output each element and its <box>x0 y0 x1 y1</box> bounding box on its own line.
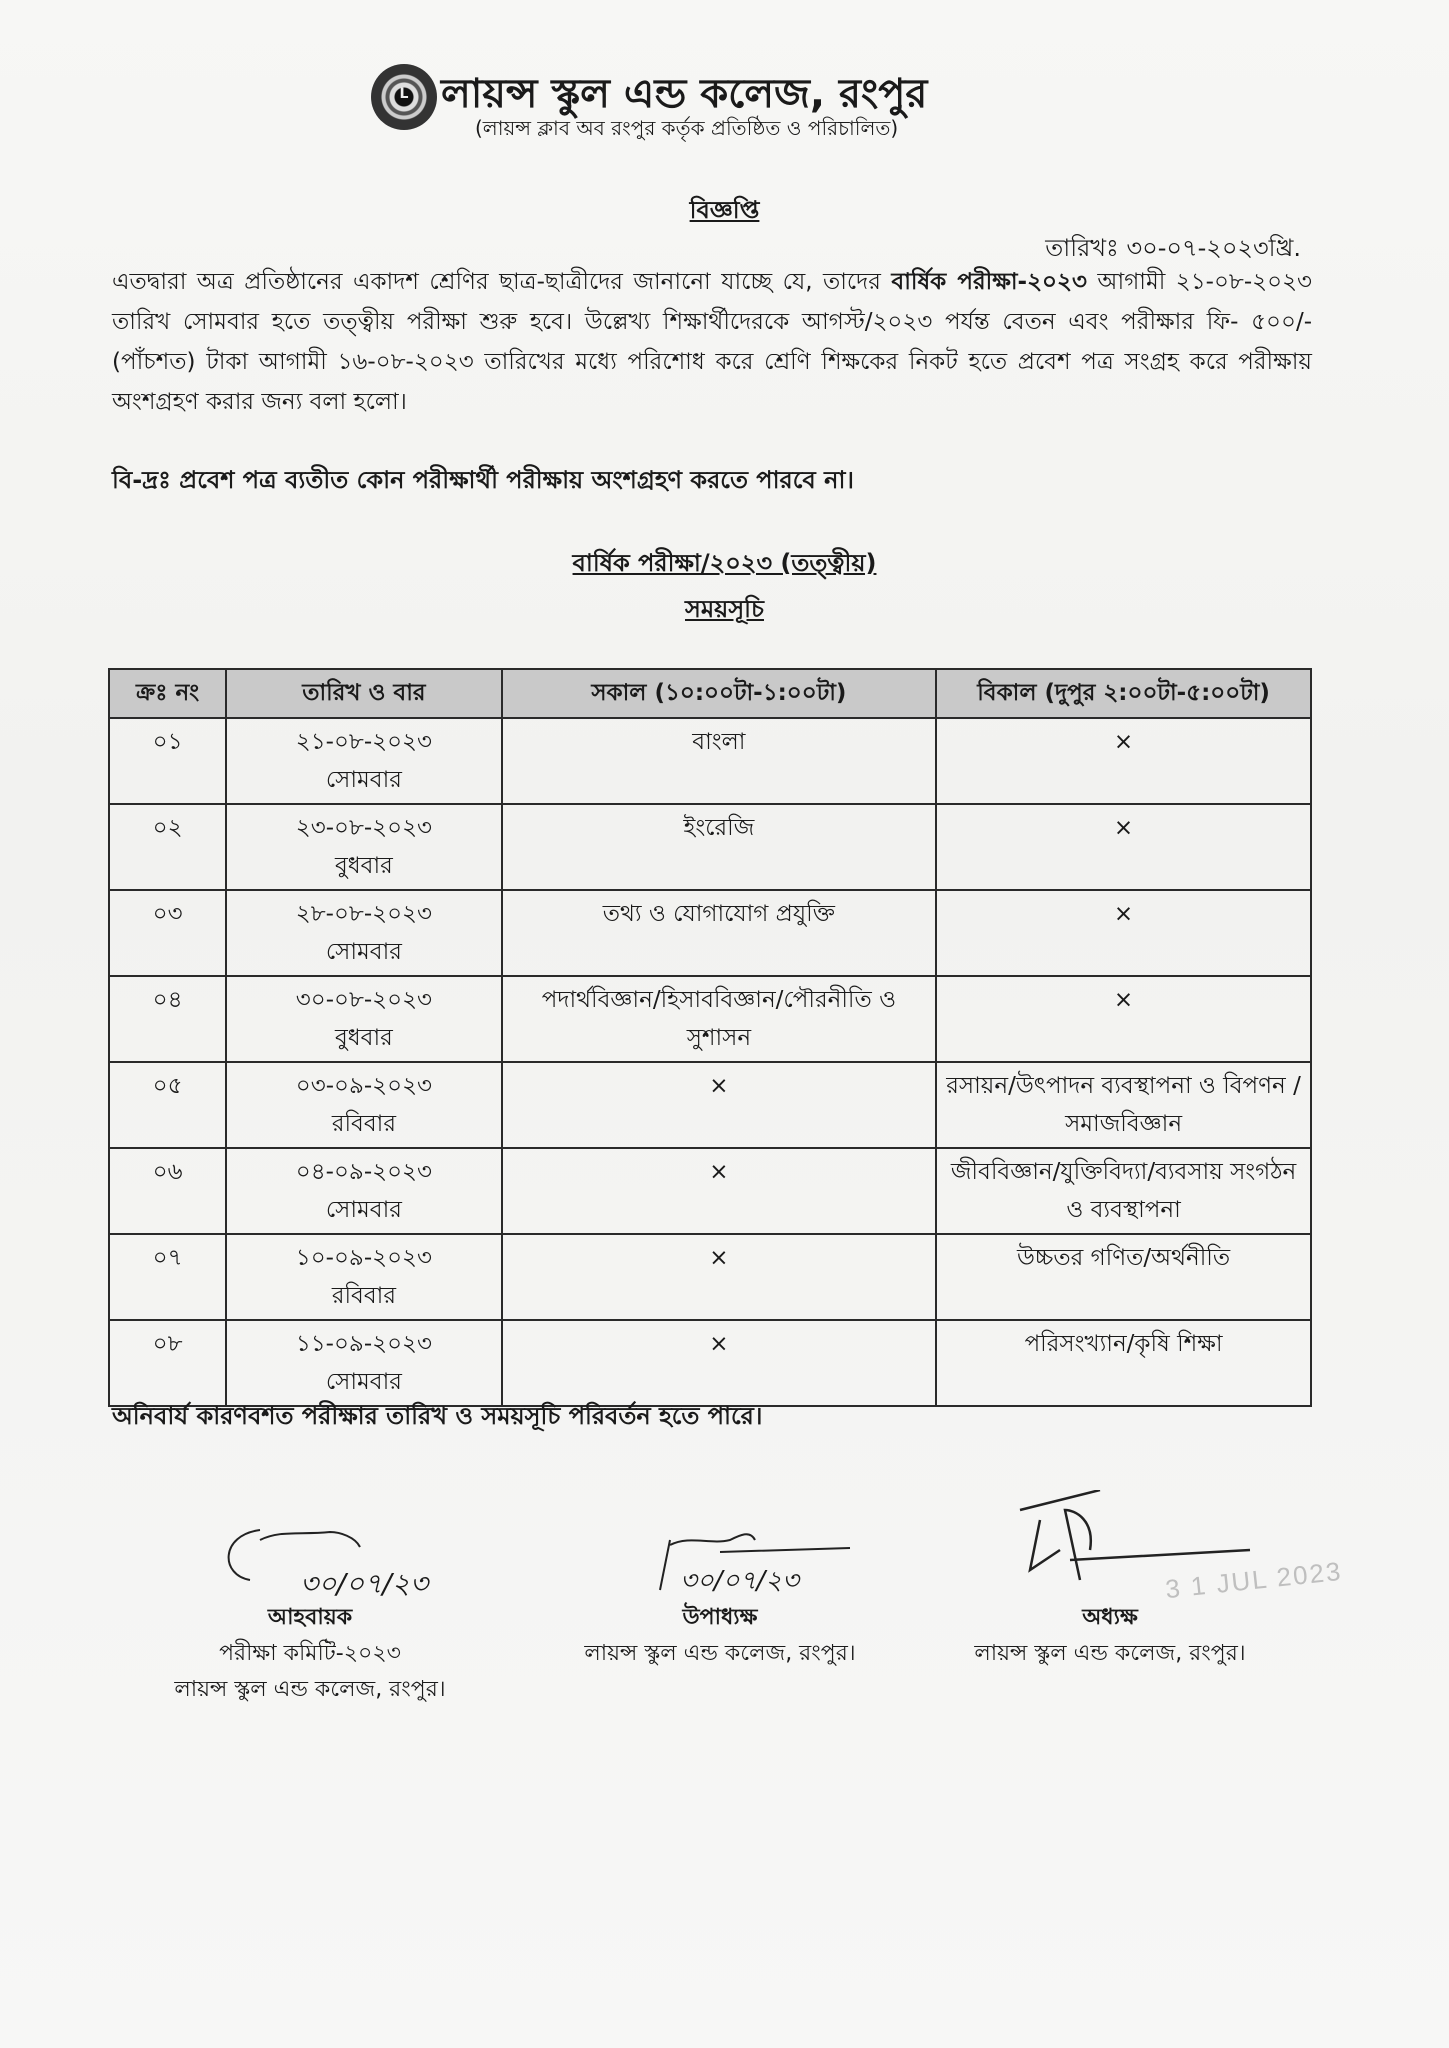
exam-date: ২১-০৮-২০২৩ <box>295 729 432 755</box>
school-logo-icon <box>371 64 437 130</box>
date-cell <box>226 1320 502 1406</box>
school-subtitle: (লায়ন্স ক্লাব অব রংপুর কর্তৃক প্রতিষ্ঠিত ও পরিচালিত) <box>475 116 899 140</box>
table-row <box>109 1234 1311 1320</box>
exam-day: সোমবার <box>325 939 402 965</box>
date-cell <box>226 804 502 890</box>
table-row <box>109 718 1311 804</box>
signature-block-vice-principal <box>530 1520 910 1672</box>
morning-cell: × <box>502 1148 937 1234</box>
exam-day: বুধবার <box>334 1025 393 1051</box>
notice-heading <box>0 192 1449 232</box>
signature-date: ৩০/০৭/২৩ <box>680 1566 799 1596</box>
letterhead <box>365 58 1005 148</box>
signature-block-convener <box>130 1520 490 1708</box>
morning-cell: বাংলা <box>502 718 937 804</box>
signatory-line1: লায়ন্স স্কুল এন্ড কলেজ, রংপুর। <box>584 1641 856 1666</box>
exam-day: রবিবার <box>331 1111 396 1137</box>
received-date-stamp: 3 1 JUL 2023 <box>1163 1555 1344 1605</box>
exam-date: ১০-০৯-২০২৩ <box>295 1245 432 1271</box>
exam-date: ১১-০৯-২০২৩ <box>295 1331 432 1357</box>
table-row <box>109 1062 1311 1148</box>
exam-day: রবিবার <box>331 1283 396 1309</box>
serial-cell: ০১ <box>109 718 226 804</box>
table-row <box>109 1320 1311 1406</box>
change-disclaimer: অনিবার্য কারণবশত পরীক্ষার তারিখ ও সময়সূচি পরিবর্তন হতে পারে। <box>112 1402 763 1430</box>
notice-title: বিজ্ঞপ্তি <box>689 196 760 224</box>
exam-day: সোমবার <box>325 767 402 793</box>
column-header-date: তারিখ ও বার <box>226 669 502 718</box>
afternoon-cell: জীববিজ্ঞান/যুক্তিবিদ্যা/ব্যবসায় সংগঠন ও ব্যবস্থাপনা <box>936 1148 1311 1234</box>
serial-cell: ০২ <box>109 804 226 890</box>
signatory-line1: পরীক্ষা কমিটি-২০২৩ <box>219 1641 401 1666</box>
date-cell <box>226 1148 502 1234</box>
exam-day: সোমবার <box>325 1369 402 1395</box>
schedule-heading <box>0 545 1449 637</box>
signatory-role: অধ্যক্ষ <box>1082 1605 1138 1630</box>
afternoon-cell: × <box>936 718 1311 804</box>
morning-cell: × <box>502 1320 937 1406</box>
serial-cell: ০৭ <box>109 1234 226 1320</box>
signatory-line2: লায়ন্স স্কুল এন্ড কলেজ, রংপুর। <box>174 1677 446 1702</box>
table-row <box>109 976 1311 1062</box>
exam-date: ২৮-০৮-২০২৩ <box>295 901 432 927</box>
logo-letter: L <box>399 86 409 102</box>
exam-schedule-table <box>108 668 1312 1407</box>
afternoon-cell: রসায়ন/উৎপাদন ব্যবস্থাপনা ও বিপণন /সমাজবিজ্ঞান <box>936 1062 1311 1148</box>
morning-cell: তথ্য ও যোগাযোগ প্রযুক্তি <box>502 890 937 976</box>
admit-card-note: বি-দ্রঃ প্রবেশ পত্র ব্যতীত কোন পরীক্ষার্থী পরীক্ষায় অংশগ্রহণ করতে পারবে না। <box>112 466 854 494</box>
notice-body-bold: বার্ষিক পরীক্ষা-২০২৩ <box>891 269 1087 295</box>
morning-cell: × <box>502 1234 937 1320</box>
notice-body <box>112 262 1312 422</box>
notice-date: তারিখঃ ৩০-০৭-২০২৩খ্রি. <box>1045 234 1301 262</box>
date-cell <box>226 1234 502 1320</box>
serial-cell: ০৩ <box>109 890 226 976</box>
date-cell <box>226 890 502 976</box>
table-header-row <box>109 669 1311 718</box>
morning-cell: ইংরেজি <box>502 804 937 890</box>
handwritten-signature <box>530 1520 910 1600</box>
column-header-serial: ক্রঃ নং <box>109 669 226 718</box>
exam-date: ০৩-০৯-২০২৩ <box>295 1073 432 1099</box>
handwritten-signature <box>130 1520 490 1600</box>
exam-date: ২৩-০৮-২০২৩ <box>295 815 432 841</box>
exam-date: ৩০-০৮-২০২৩ <box>295 987 432 1013</box>
notice-body-part1: এতদ্বারা অত্র প্রতিষ্ঠানের একাদশ শ্রেণির ছাত্র-ছাত্রীদের জানানো যাচ্ছে যে, তাদের <box>112 269 892 295</box>
afternoon-cell: × <box>936 976 1311 1062</box>
signatory-line1: লায়ন্স স্কুল এন্ড কলেজ, রংপুর। <box>974 1641 1246 1666</box>
date-cell <box>226 718 502 804</box>
serial-cell: ০৬ <box>109 1148 226 1234</box>
table-row <box>109 890 1311 976</box>
serial-cell: ০৪ <box>109 976 226 1062</box>
serial-cell: ০৮ <box>109 1320 226 1406</box>
date-cell <box>226 976 502 1062</box>
signatory-role: আহবায়ক <box>267 1605 353 1630</box>
school-name: লায়ন্স স্কুল এন্ড কলেজ, রংপুর <box>441 71 928 117</box>
serial-cell: ০৫ <box>109 1062 226 1148</box>
notice-body-part2: আগামী ২১-০৮-২০২৩ তারিখ সোমবার হতে তত্ত্বীয় পরীক্ষা শুরু হবে। উল্লেখ্য শিক্ষার্থীদেরকে আগস্ট/২০২৩ পর্যন্ত বেতন এবং পরীক্ষার ফি- ৫০০/- (পাঁচশত) টাকা আগামী ১৬-০৮-২০২৩ তারিখের মধ্যে পরিশোধ করে শ্রেণি শিক্ষকের নিকট হতে প্রবেশ পত্র সংগ্রহ করে পরীক্ষায় অংশগ্রহণ করার জন্য বলা হলো। <box>112 269 1312 415</box>
signature-date: ৩০/০৭/২৩ <box>300 1567 429 1600</box>
table-row <box>109 1148 1311 1234</box>
afternoon-cell: × <box>936 804 1311 890</box>
column-header-morning: সকাল (১০:০০টা-১:০০টা) <box>502 669 937 718</box>
afternoon-cell: × <box>936 890 1311 976</box>
exam-day: বুধবার <box>334 853 393 879</box>
morning-cell: পদার্থবিজ্ঞান/হিসাববিজ্ঞান/পৌরনীতি ও সুশাসন <box>502 976 937 1062</box>
afternoon-cell: উচ্চতর গণিত/অর্থনীতি <box>936 1234 1311 1320</box>
date-cell <box>226 1062 502 1148</box>
afternoon-cell: পরিসংখ্যান/কৃষি শিক্ষা <box>936 1320 1311 1406</box>
schedule-title: বার্ষিক পরীক্ষা/২০২৩ (তত্ত্বীয়) <box>572 549 877 577</box>
table-row <box>109 804 1311 890</box>
exam-date: ০৪-০৯-২০২৩ <box>295 1159 432 1185</box>
morning-cell: × <box>502 1062 937 1148</box>
column-header-afternoon: বিকাল (দুপুর ২:০০টা-৫:০০টা) <box>936 669 1311 718</box>
exam-day: সোমবার <box>325 1197 402 1223</box>
signatory-role: উপাধ্যক্ষ <box>682 1605 758 1630</box>
schedule-subtitle: সময়সূচি <box>685 595 764 623</box>
